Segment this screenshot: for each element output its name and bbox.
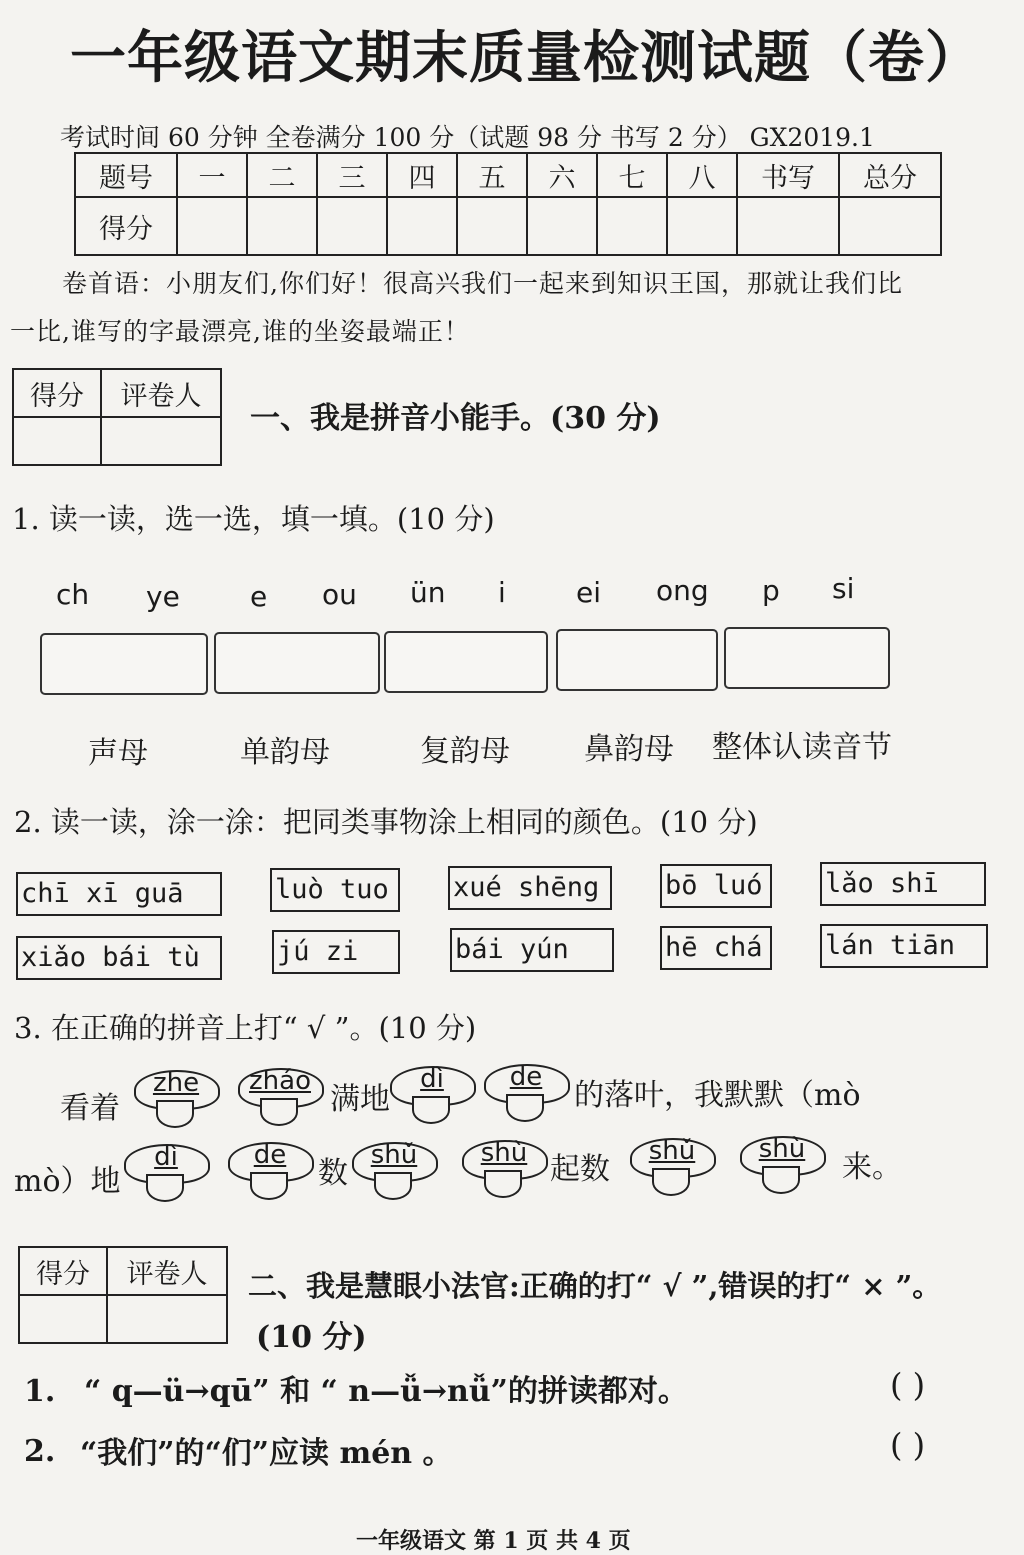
answer-box-dan-yunmu[interactable] (214, 632, 380, 694)
pinyin-item: ün (410, 576, 446, 609)
mushroom-pinyin: zhe (152, 1068, 200, 1098)
mushroom-choice[interactable] (740, 1134, 824, 1196)
pinyin-item: ong (656, 574, 709, 607)
mushroom-pinyin: shù (480, 1138, 528, 1168)
pinyin-word-box[interactable]: xué shēng (448, 866, 612, 910)
question-2-title: 2. 读一读，涂一涂：把同类事物涂上相同的颜色。(10 分) (14, 805, 758, 839)
mushroom-stem (260, 1098, 298, 1126)
score-cell[interactable] (839, 197, 941, 255)
mushroom-stem (412, 1096, 450, 1124)
pinyin-word-box[interactable]: jú zi (272, 930, 400, 974)
intro-line-1: 卷首语：小朋友们,你们好！很高兴我们一起来到知识王国，那就让我们比 (62, 269, 903, 298)
score-header-cell: 一 (177, 153, 247, 197)
mushroom-stem (146, 1174, 184, 1202)
mushroom-pinyin: dì (420, 1064, 444, 1094)
pinyin-item: si (832, 572, 855, 605)
score-header-cell: 八 (667, 153, 737, 197)
grader-score-label: 得分 (19, 1247, 107, 1295)
pinyin-word-box[interactable]: xiǎo bái tù (16, 936, 222, 980)
mushroom-stem (374, 1172, 412, 1200)
score-header-cell: 总分 (839, 153, 941, 197)
answer-box-bi-yunmu[interactable] (556, 629, 718, 691)
question-3-title: 3. 在正确的拼音上打“ √ ”。(10 分) (14, 1011, 477, 1045)
score-cell[interactable] (177, 197, 247, 255)
grader-box (18, 1246, 228, 1344)
score-cell[interactable] (457, 197, 527, 255)
pinyin-word-box[interactable]: chī xī guā (16, 872, 222, 916)
sentence-text: 数 (318, 1156, 348, 1191)
score-header-cell: 三 (317, 153, 387, 197)
score-header-cell: 题号 (75, 153, 177, 197)
pinyin-word-box[interactable]: lǎo shī (820, 862, 986, 906)
score-header-cell: 六 (527, 153, 597, 197)
mushroom-stem (484, 1170, 522, 1198)
tf-answer-paren[interactable]: ( ) (890, 1366, 926, 1404)
score-cell[interactable] (597, 197, 667, 255)
score-header-cell: 书写 (737, 153, 839, 197)
score-header-cell: 二 (247, 153, 317, 197)
grader-box (12, 368, 222, 466)
exam-meta: 考试时间 60 分钟 全卷满分 100 分（试题 98 分 书写 2 分） GX2019.1 (60, 123, 875, 152)
section-1-title: 一、我是拼音小能手。(30 分) (250, 401, 661, 436)
pinyin-item: ou (322, 578, 357, 611)
section-2-points: (10 分) (256, 1320, 367, 1355)
grader-name-label: 评卷人 (101, 369, 221, 417)
mushroom-choice[interactable] (134, 1068, 218, 1130)
pinyin-item: i (498, 576, 506, 609)
section-2-title: 二、我是慧眼小法官:正确的打“ √ ”,错误的打“ × ”。 (248, 1269, 942, 1303)
pinyin-item: p (762, 574, 780, 607)
category-label: 单韵母 (240, 735, 330, 770)
sentence-text: 来。 (842, 1150, 902, 1185)
mushroom-pinyin: zháo (249, 1066, 311, 1096)
score-row-label: 得分 (75, 197, 177, 255)
mushroom-stem (652, 1168, 690, 1196)
score-header-cell: 五 (457, 153, 527, 197)
mushroom-pinyin: shǔ (648, 1136, 696, 1166)
question-1-title: 1. 读一读，选一选，填一填。(10 分) (12, 502, 495, 536)
pinyin-item: ch (56, 578, 90, 611)
pinyin-word-box[interactable]: lán tiān (820, 924, 988, 968)
grader-score-label: 得分 (13, 369, 101, 417)
tf-item-text: “ q—ü→qū” 和 “ n—ǚ→nǚ”的拼读都对。 (84, 1374, 688, 1409)
mushroom-pinyin: shǔ (370, 1140, 418, 1170)
category-label: 复韵母 (420, 734, 510, 769)
mushroom-stem (762, 1166, 800, 1194)
mushroom-stem (506, 1094, 544, 1122)
score-cell[interactable] (667, 197, 737, 255)
sentence-text: mò）地 (14, 1164, 121, 1199)
score-table-header-row (75, 153, 941, 197)
mushroom-choice[interactable] (462, 1138, 546, 1200)
mushroom-choice[interactable] (484, 1062, 568, 1124)
grader-name-cell[interactable] (107, 1295, 227, 1343)
pinyin-word-box[interactable]: bō luó (660, 864, 772, 908)
tf-answer-paren[interactable]: ( ) (890, 1426, 926, 1464)
mushroom-choice[interactable] (238, 1066, 322, 1128)
page-footer: 一年级语文 第 1 页 共 4 页 (356, 1528, 631, 1554)
answer-box-shengmu[interactable] (40, 633, 208, 695)
sentence-text: 满地 (330, 1082, 390, 1117)
pinyin-item: ye (146, 580, 180, 613)
sentence-text: 起数 (550, 1152, 610, 1187)
score-cell[interactable] (247, 197, 317, 255)
sentence-text: 的落叶，我默默（mò (574, 1078, 861, 1113)
category-label: 鼻韵母 (584, 732, 674, 767)
tf-item-number: 1. (24, 1374, 56, 1409)
pinyin-item: e (250, 580, 268, 613)
mushroom-choice[interactable] (124, 1142, 208, 1204)
grader-score-cell[interactable] (19, 1295, 107, 1343)
mushroom-pinyin: de (509, 1062, 543, 1092)
score-cell[interactable] (387, 197, 457, 255)
grader-name-label: 评卷人 (107, 1247, 227, 1295)
mushroom-pinyin: shù (758, 1134, 806, 1164)
category-label: 整体认读音节 (712, 730, 892, 765)
mushroom-choice[interactable] (390, 1064, 474, 1126)
mushroom-pinyin: de (253, 1140, 287, 1170)
score-cell[interactable] (317, 197, 387, 255)
page-title: 一年级语文期末质量检测试题（卷） (70, 25, 982, 91)
score-table-score-row (75, 197, 941, 255)
mushroom-choice[interactable] (630, 1136, 714, 1198)
score-header-cell: 七 (597, 153, 667, 197)
score-cell[interactable] (737, 197, 839, 255)
tf-item-text: “我们”的“们”应读 mén 。 (80, 1436, 453, 1471)
score-table (74, 152, 942, 256)
pinyin-item: ei (576, 576, 602, 609)
mushroom-stem (250, 1172, 288, 1200)
category-label: 声母 (88, 736, 148, 771)
pinyin-word-box[interactable]: luò tuo (270, 868, 400, 912)
grader-name-cell[interactable] (101, 417, 221, 465)
answer-box-fu-yunmu[interactable] (384, 631, 548, 693)
mushroom-stem (156, 1100, 194, 1128)
mushroom-choice[interactable] (352, 1140, 436, 1202)
mushroom-pinyin: dì (154, 1142, 178, 1172)
sentence-text: 看着 (60, 1091, 120, 1126)
intro-line-2: 一比,谁写的字最漂亮,谁的坐姿最端正！ (10, 317, 470, 346)
tf-item-number: 2. (24, 1434, 56, 1469)
pinyin-word-box[interactable]: bái yún (450, 928, 614, 972)
pinyin-word-box[interactable]: hē chá (660, 926, 772, 970)
score-cell[interactable] (527, 197, 597, 255)
grader-score-cell[interactable] (13, 417, 101, 465)
score-header-cell: 四 (387, 153, 457, 197)
answer-box-zhengti[interactable] (724, 627, 890, 689)
mushroom-choice[interactable] (228, 1140, 312, 1202)
